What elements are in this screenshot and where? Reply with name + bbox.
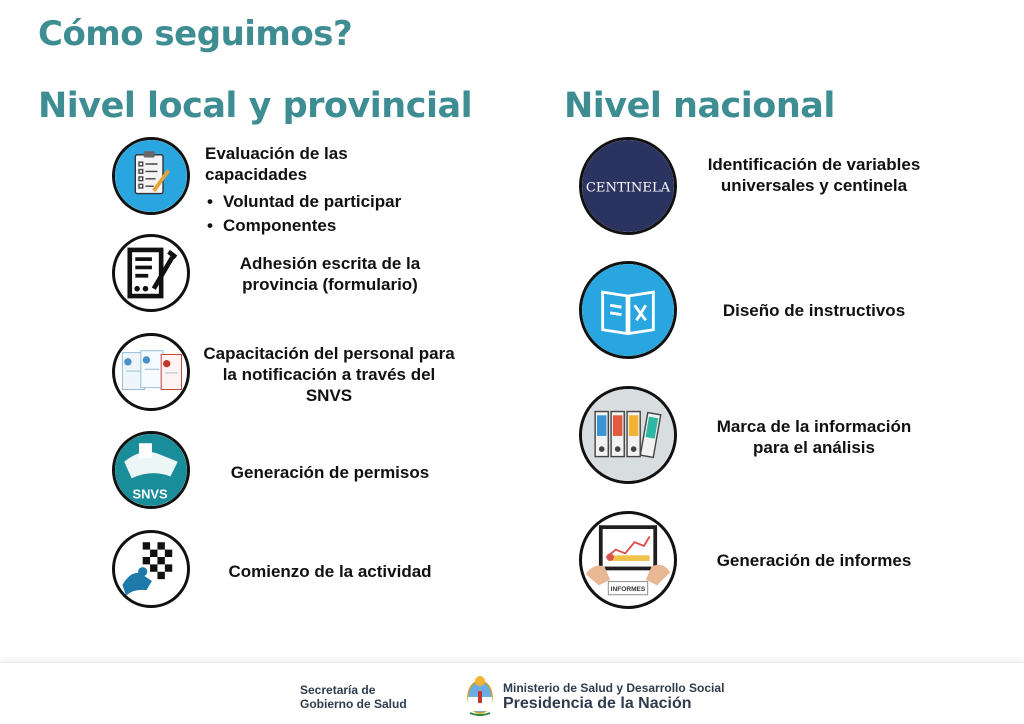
adhesion-label: Adhesión escrita de la provincia (formulario): [239, 254, 421, 294]
instructions-label: Diseño de instructivos: [722, 301, 906, 320]
variables-label: Identificación de variables universales y centinela: [707, 155, 921, 195]
evaluation-label: Evaluación de las capacidades: [205, 144, 348, 184]
clipboard-checklist-icon: [112, 137, 190, 215]
binders-icon: [579, 386, 677, 484]
start-activity-label: Comienzo de la actividad: [228, 562, 432, 581]
footer-secretaria: [300, 683, 407, 711]
argentina-coat-of-arms-icon: [466, 673, 494, 717]
reports-label: Generación de informes: [716, 551, 912, 570]
right-column-heading: Nivel nacional: [564, 86, 835, 126]
footer-left-line1: Secretaría de: [300, 683, 376, 697]
footer-presidency: Presidencia de la Nación: [503, 695, 692, 712]
footer-left-line2: Gobierno de Salud: [300, 697, 407, 711]
permissions-label: Generación de permisos: [230, 463, 430, 482]
page-title: Cómo seguimos?: [38, 14, 353, 54]
snvs-logo-icon: [112, 431, 190, 509]
centinela-text: CENTINELA: [585, 180, 671, 196]
footer: [0, 662, 1024, 724]
centinela-logo-icon: [579, 137, 677, 235]
evaluation-bullets: [205, 190, 401, 238]
reports-tablet-icon: [579, 511, 677, 609]
race-start-flag-icon: [112, 530, 190, 608]
bullet-item: • Componentes: [205, 214, 401, 238]
open-manual-icon: [579, 261, 677, 359]
footer-ministry: Ministerio de Salud y Desarrollo Social: [503, 681, 725, 695]
data-marking-label: Marca de la información para el análisis: [716, 417, 912, 457]
left-column-heading: Nivel local y provincial: [38, 86, 473, 126]
bullet-item: • Voluntad de participar: [205, 190, 401, 214]
signed-form-icon: [112, 234, 190, 312]
snvs-text: SNVS: [132, 486, 168, 502]
training-documents-icon: [112, 333, 190, 411]
reports-text: INFORMES: [610, 585, 646, 593]
training-label: Capacitación del personal para la notificación a través del SNVS: [203, 344, 455, 405]
